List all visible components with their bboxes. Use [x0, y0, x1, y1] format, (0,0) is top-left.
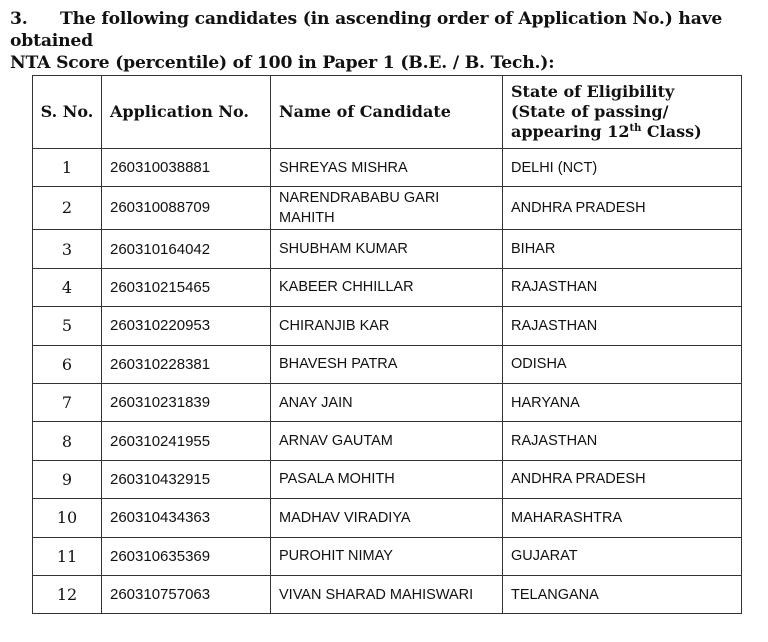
cell-name: SHREYAS MISHRA	[271, 149, 503, 187]
table-row	[33, 422, 742, 460]
cell-state: ODISHA	[503, 345, 742, 383]
header-sno: S. No.	[33, 76, 102, 149]
cell-application-no: 260310215465	[102, 268, 271, 306]
cell-sno: 10	[33, 499, 102, 537]
table-row	[33, 345, 742, 383]
header-state-line-3-sup: th	[629, 123, 642, 134]
table-row	[33, 460, 742, 498]
heading-text-1: The following candidates (in ascending order of Application No.) have obtained	[10, 9, 723, 51]
cell-application-no: 260310088709	[102, 187, 271, 230]
header-name: Name of Candidate	[271, 76, 503, 149]
cell-state: BIHAR	[503, 230, 742, 268]
header-application-no: Application No.	[102, 76, 271, 149]
cell-name: VIVAN SHARAD MAHISWARI	[271, 575, 503, 613]
cell-state: TELANGANA	[503, 575, 742, 613]
cell-state: MAHARASHTRA	[503, 499, 742, 537]
table-row	[33, 149, 742, 187]
section-number: 3.	[10, 9, 28, 29]
cell-application-no: 260310228381	[102, 345, 271, 383]
cell-state: RAJASTHAN	[503, 307, 742, 345]
header-state-line-3-pre: appearing 12	[511, 122, 630, 141]
cell-name: PASALA MOHITH	[271, 460, 503, 498]
cell-application-no: 260310434363	[102, 499, 271, 537]
cell-name: ARNAV GAUTAM	[271, 422, 503, 460]
header-state-line-3	[511, 122, 702, 141]
cell-sno: 2	[33, 187, 102, 230]
cell-sno: 11	[33, 537, 102, 575]
cell-name: SHUBHAM KUMAR	[271, 230, 503, 268]
cell-name: CHIRANJIB KAR	[271, 307, 503, 345]
cell-sno: 4	[33, 268, 102, 306]
header-state-line-3-post: Class)	[641, 122, 702, 141]
table-row	[33, 268, 742, 306]
heading-line-1	[10, 8, 762, 52]
cell-application-no: 260310231839	[102, 383, 271, 421]
cell-name: ANAY JAIN	[271, 383, 503, 421]
cell-name: BHAVESH PATRA	[271, 345, 503, 383]
cell-application-no: 260310220953	[102, 307, 271, 345]
cell-application-no: 260310241955	[102, 422, 271, 460]
table-row	[33, 383, 742, 421]
heading-line-2: NTA Score (percentile) of 100 in Paper 1 (B.E. / B. Tech.):	[10, 53, 555, 73]
cell-state: ANDHRA PRADESH	[503, 187, 742, 230]
cell-sno: 7	[33, 383, 102, 421]
cell-state: RAJASTHAN	[503, 268, 742, 306]
cell-application-no: 260310757063	[102, 575, 271, 613]
cell-sno: 5	[33, 307, 102, 345]
table-row	[33, 230, 742, 268]
table-row	[33, 537, 742, 575]
cell-name: NARENDRABABU GARI MAHITH	[271, 187, 503, 230]
section-heading	[10, 8, 762, 74]
cell-sno: 1	[33, 149, 102, 187]
cell-state: RAJASTHAN	[503, 422, 742, 460]
cell-sno: 3	[33, 230, 102, 268]
cell-application-no: 260310432915	[102, 460, 271, 498]
toppers-table	[32, 75, 742, 614]
cell-state: DELHI (NCT)	[503, 149, 742, 187]
cell-name: MADHAV VIRADIYA	[271, 499, 503, 537]
table-row	[33, 187, 742, 230]
cell-sno: 6	[33, 345, 102, 383]
cell-name: KABEER CHHILLAR	[271, 268, 503, 306]
table-header-row	[33, 76, 742, 149]
cell-application-no: 260310635369	[102, 537, 271, 575]
header-state-line-1: State of Eligibility	[511, 82, 675, 101]
header-state	[503, 76, 742, 149]
cell-sno: 8	[33, 422, 102, 460]
cell-application-no: 260310164042	[102, 230, 271, 268]
cell-sno: 12	[33, 575, 102, 613]
cell-application-no: 260310038881	[102, 149, 271, 187]
table-row	[33, 575, 742, 613]
cell-name: PUROHIT NIMAY	[271, 537, 503, 575]
header-state-line-2: (State of passing/	[511, 102, 669, 121]
cell-state: HARYANA	[503, 383, 742, 421]
table-row	[33, 499, 742, 537]
cell-state: ANDHRA PRADESH	[503, 460, 742, 498]
cell-sno: 9	[33, 460, 102, 498]
table-row	[33, 307, 742, 345]
cell-state: GUJARAT	[503, 537, 742, 575]
